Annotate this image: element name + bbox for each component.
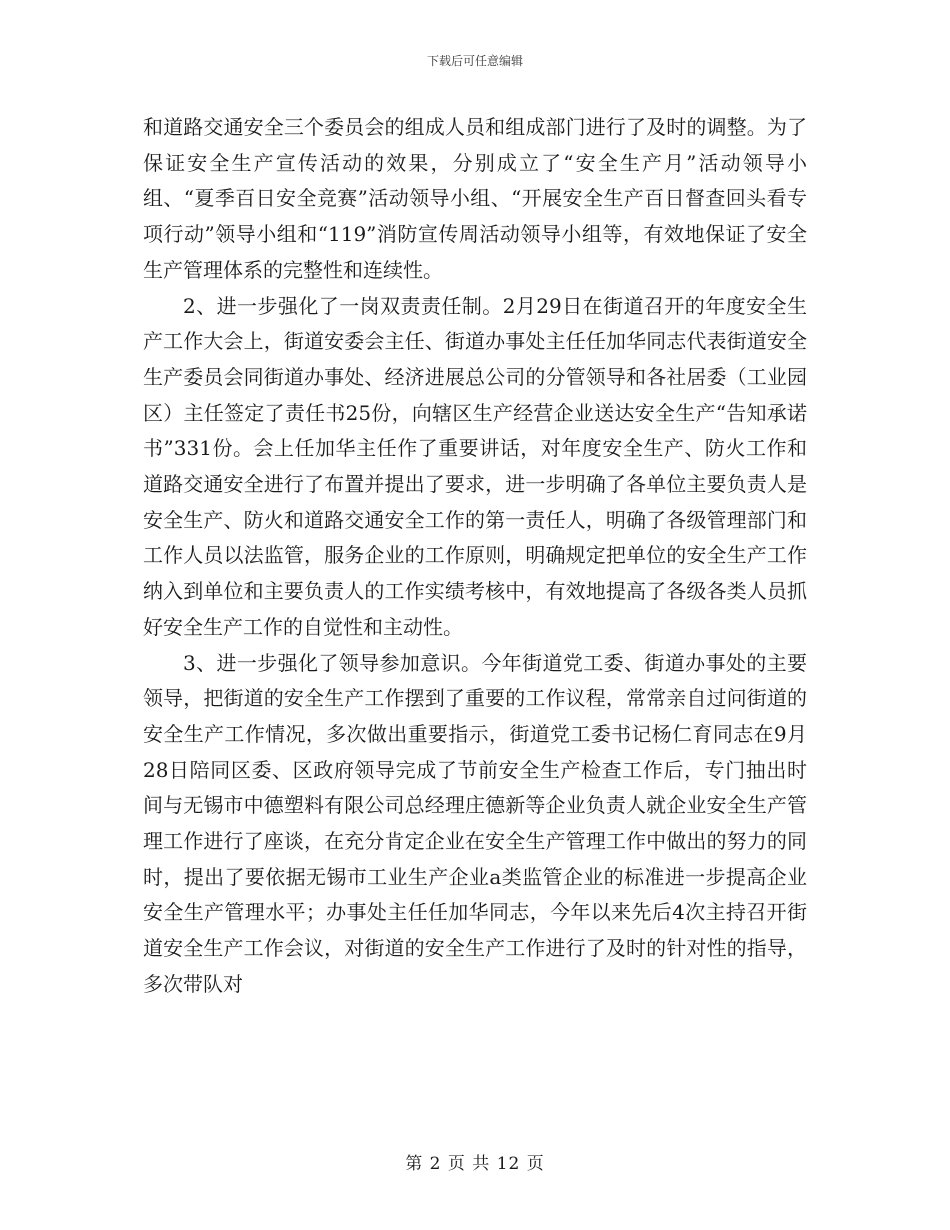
page-header: 下载后可任意编辑 [426,54,523,68]
paragraph-committee-adjustment: 和道路交通安全三个委员会的组成人员和组成部门进行了及时的调整。为了保证安全生产宣传活动的效果，分别成立了“安全生产月”活动领导小组、“夏季百日安全竞赛”活动领导小组、“开展安全生产百日督查回头看专项行动”领导小组和“119”消防宣传周活动领导小组等，有效地保证了安全生产管理体系的完整性和连续性。 [143,115,807,282]
page-number-footer: 第 2 页 共 12 页 [405,1154,545,1174]
paragraph-responsibility-system: 2、进一步强化了一岗双责责任制。2月29日在街道召开的年度安全生产工作大会上，街道安委会主任、街道办事处主任任加华同志代表街道安全生产委员会同街道办事处、经济进展总公司的分管领导和各社居委（工业园区）主任签定了责任书25份，向辖区生产经营企业送达安全生产“告知承诺书”331份。会上任加华主任作了重要讲话，对年度安全生产、防火工作和道路交通安全进行了布置并提出了要求，进一步明确了各单位主要负责人是安全生产、防火和道路交通安全工作的第一责任人，明确了各级管理部门和工作人员以法监管，服务企业的工作原则，明确规定把单位的安全生产工作纳入到单位和主要负责人的工作实绩考核中，有效地提高了各级各类人员抓好安全生产工作的自觉性和主动性。 [143,293,807,639]
paragraph-leadership-participation: 3、进一步强化了领导参加意识。今年街道党工委、街道办事处的主要领导，把街道的安全生产工作摆到了重要的工作议程，常常亲自过问街道的安全生产工作情况，多次做出重要指示，街道党工委书记杨仁育同志在9月28日陪同区委、区政府领导完成了节前安全生产检查工作后，专门抽出时间与无锡市中德塑料有限公司总经理庄德新等企业负责人就企业安全生产管理工作进行了座谈，在充分肯定企业在安全生产管理工作中做出的努力的同时，提出了要依据无锡市工业生产企业a类监管企业的标准进一步提高企业安全生产管理水平；办事处主任任加华同志，今年以来先后4次主持召开街道安全生产工作会议，对街道的安全生产工作进行了及时的针对性的指导，多次带队对 [143,650,807,996]
document-body [143,110,807,1003]
